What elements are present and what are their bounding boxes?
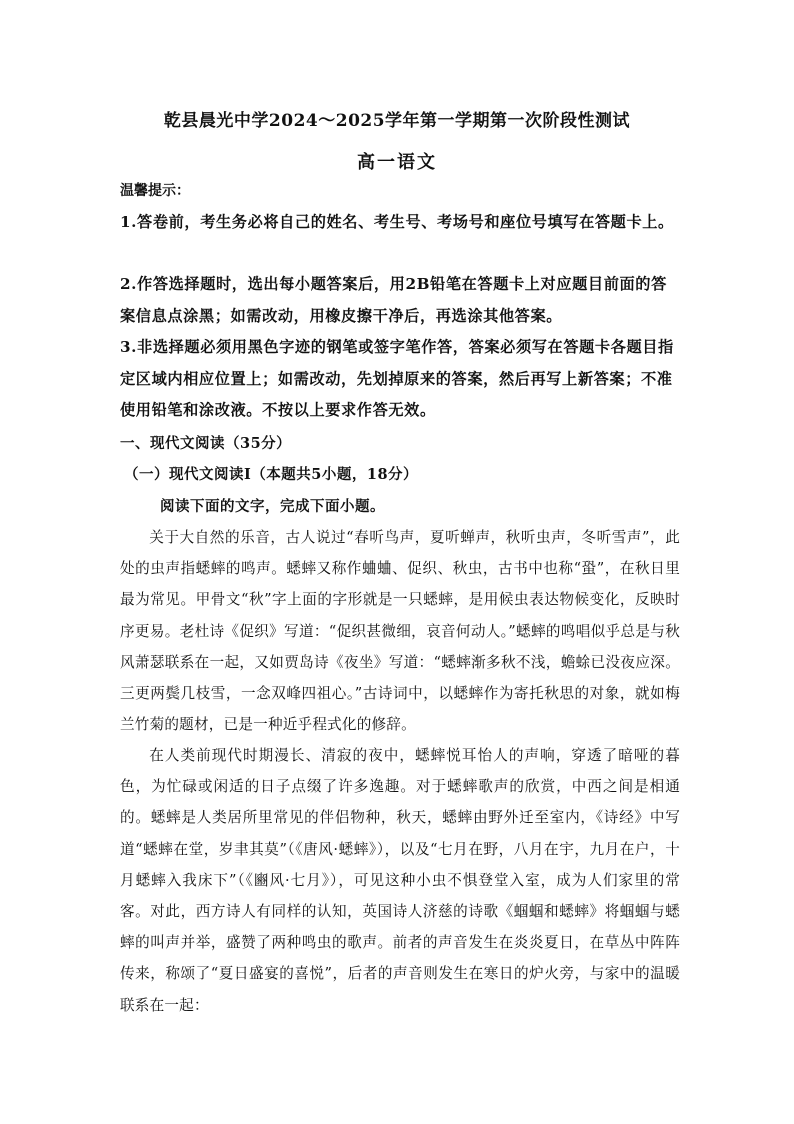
subsection-heading: （一）现代文阅读Ⅰ（本题共5小题，18分）	[124, 466, 419, 483]
tip-item-2: 2.作答选择题时，选出每小题答案后，用2B铅笔在答题卡上对应题目前面的答案信息点涂黑；如需改动，用橡皮擦干净后，再选涂其他答案。	[120, 275, 667, 325]
subject-title: 高一语文	[357, 152, 437, 173]
tips-heading: 温馨提示：	[120, 183, 190, 199]
passage-paragraph-2: 在人类前现代时期漫长、清寂的夜中，蟋蟀悦耳怡人的声响，穿透了暗哑的暮色，为忙碌或闲适的日子点缀了许多逸趣。对于蟋蟀歌声的欣赏，中西之间是相通的。蟋蟀是人类居所里常见的伴侣物种，秋天，蟋蟀由野外迁至室内，《诗经》中写道“蟋蟀在堂，岁聿其莫”（《唐风·蟋蟀》），以及“七月在野，八月在宇，九月在户，十月蟋蟀入我床下”（《豳风·七月》），可见这种小虫不惧登堂入室，成为人们家里的常客。对此，西方诗人有同样的认知，英国诗人济慈的诗歌《蝈蝈和蟋蟀》将蝈蝈与蟋蟀的叫声并举，盛赞了两种鸣虫的歌声。前者的声音发生在炎炎夏日，在草丛中阵阵传来，称颂了“夏日盛宴的喜悦”，后者的声音则发生在寒日的炉火旁，与家中的温暖联系在一起：	[120, 747, 680, 1014]
reading-instruction: 阅读下面的文字，完成下面小题。	[160, 498, 385, 515]
tip-item-3: 3.非选择题必须用黑色字迹的钢笔或签字笔作答，答案必须写在答题卡各题目指定区域内相应位置上；如需改动，先划掉原来的答案，然后再写上新答案；不准使用铅笔和涂改液。不按以上要求作答无效。	[120, 338, 674, 419]
section-heading: 一、现代文阅读（35分）	[120, 435, 292, 452]
tip-item-1: 1.答卷前，考生务必将自己的姓名、考生号、考场号和座位号填写在答题卡上。	[120, 213, 674, 231]
exam-title: 乾县晨光中学2024～2025学年第一学期第一次阶段性测试	[163, 111, 631, 131]
passage-paragraph-1: 关于大自然的乐音，古人说过“春听鸟声，夏听蝉声，秋听虫声，冬听雪声”，此处的虫声指蟋蟀的鸣声。蟋蟀又称作蛐蛐、促织、秋虫，古书中也称“蛩”，在秋日里最为常见。甲骨文“秋”字上面的字形就是一只蟋蟀，是用候虫表达物候变化，反映时序更易。老杜诗《促织》写道：“促织甚微细，哀音何动人。”蟋蟀的鸣唱似乎总是与秋风萧瑟联系在一起，又如贾岛诗《夜坐》写道：“蟋蟀渐多秋不浅，蟾蜍已没夜应深。三更两鬓几枝雪，一念双峰四祖心。”古诗词中，以蟋蟀作为寄托秋思的对象，就如梅兰竹菊的题材，已是一种近乎程式化的修辞。	[120, 529, 680, 734]
